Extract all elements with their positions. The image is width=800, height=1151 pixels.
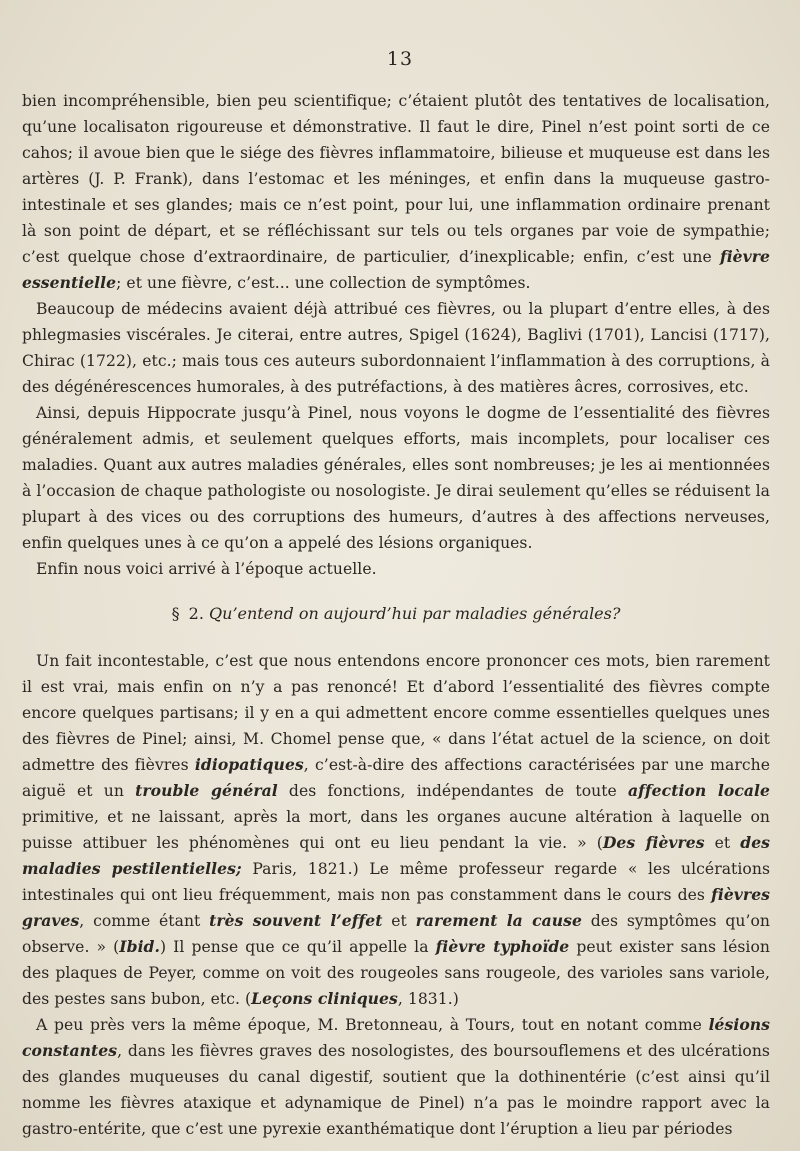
body-text: Un fait incontestable, c’est que nous entendons encore prononcer ces mots, bien rarement il est vrai, mais enfin on n’y a pas renoncé! Et d’abord l’essentialité des fièvres compte encore quelques partisans; il y en a qui admettent encore comme essentielles quelques unes des fièvres de Pinel; ainsi, M. Chomel pense que, « dans l’état actuel de la science, on doit admettre des fièvres (22, 652, 770, 774)
body-text: ) Il pense que ce qu’il appelle la (160, 938, 436, 956)
body-text: Ainsi, depuis Hippocrate jusqu’à Pinel, nous voyons le dogme de l’essentialité des fièvres généralement admis, et seulement quelques efforts, mais incomplets, pour localiser ces maladies. Quant aux autres maladies générales, elles sont nombreuses; je les ai mentionnées à l’occasion de chaque pathologiste ou nosologiste. Je dirai seulement qu’elles se réduisent la plupart à des vices ou des corruptions des humeurs, d’autres à des affections nerveuses, enfin quelques unes à ce qu’on a appelé des lésions organiques. (22, 404, 770, 552)
section-paragraphs (22, 648, 770, 1142)
body-text: et (382, 912, 416, 930)
body-text: bien incompréhensible, bien peu scientifique; c’étaient plutôt des tentatives de localisation, qu’une localisaton rigoureuse et démonstrative. Il faut le dire, Pinel n’est point sorti de ce cahos; il avoue bien que le siége des fièvres inflammatoire, bilieuse et muqueuse est dans les artères (J. P. Frank), dans l’estomac et les méninges, et enfin dans la muqueuse gastro-intestinale et ses glandes; mais ce n’est point, pour lui, une inflammation ordinaire prenant là son point de départ, et se réfléchissant sur tels ou tels organes par voie de sympathie; c’est quelque chose d’extraordinaire, de particulier, d’inexplicable; enfin, c’est une (22, 92, 770, 266)
section-number: 2. (188, 604, 204, 623)
emphasis-text: Ibid. (119, 937, 160, 956)
body-text: , 1831.) (397, 990, 459, 1008)
emphasis-text: Leçons cliniques (251, 989, 398, 1008)
emphasis-text: des maladies pestilentielles; (22, 833, 771, 878)
body-text: primitive, et ne laissant, après la mort, dans les organes aucune altération à laquelle on puisse attibuer les phénomènes qui ont eu lieu pendant la vie. » ( (22, 808, 770, 852)
section-heading: Qu’entend on aujourd’hui par maladies générales? (209, 604, 621, 623)
body-text: Enfin nous voici arrivé à l’époque actuelle. (36, 560, 377, 578)
section-sign: § (171, 604, 180, 623)
emphasis-text: fièvre typhoïde (435, 937, 570, 956)
body-text: ; et une fièvre, c’est... une collection de symptômes. (116, 274, 531, 292)
emphasis-text: affection locale (628, 781, 770, 800)
body-text: des symptômes qu’on observe. » ( (22, 912, 771, 956)
emphasis-text: fièvre essentielle (22, 247, 770, 292)
paragraph (22, 1012, 770, 1142)
emphasis-text: rarement la cause (415, 911, 582, 930)
emphasis-text: fièvres graves (22, 885, 770, 930)
emphasis-text: lésions constantes (22, 1015, 770, 1060)
body-text: peut exister sans lésion des plaques de Peyer, comme on voit des rougeoles sans rougeole, des varioles sans variole, des pestes sans bubon, etc. ( (22, 938, 770, 1008)
emphasis-text: idiopatiques (194, 755, 304, 774)
body-text: Paris, 1821.) Le même professeur regarde « les ulcérations intestinales qui ont lieu fréquemment, mais non pas constamment dans le cours des (22, 860, 770, 904)
body-text: Beaucoup de médecins avaient déjà attribué ces fièvres, ou la plupart d’entre elles, à des phlegmasies viscérales. Je citerai, entre autres, Spigel (1624), Baglivi (1701), Lancisi (1717), Chirac (1722), etc.; mais tous ces auteurs subordonnaient l’inflammation à des corruptions, à des dégénérescences humorales, à des putréfactions, à des matières âcres, corrosives, etc. (22, 300, 770, 396)
text-body (22, 88, 770, 1142)
body-text: , dans les fièvres graves des nosologistes, des boursouflemens et des ulcérations des glandes muqueuses du canal digestif, soutient que la dothinentérie (c’est ainsi qu’il nomme les fièvres ataxique et adynamique de Pinel) n’a pas le moindre rapport avec la gastro-entérite, que c’est une pyrexie exanthématique dont l’éruption a lieu par périodes (22, 1042, 770, 1138)
emphasis-text: trouble général (135, 781, 278, 800)
paragraph (22, 400, 770, 556)
body-text: et (704, 834, 741, 852)
body-text: A peu près vers la même époque, M. Bretonneau, à Tours, tout en notant comme (36, 1016, 709, 1034)
body-text: , comme étant (79, 912, 210, 930)
paragraph (22, 648, 770, 1012)
emphasis-text: Des fièvres (602, 833, 705, 852)
paragraph (22, 296, 770, 400)
intro-paragraphs (22, 88, 770, 582)
paragraph (22, 88, 770, 296)
emphasis-text: très souvent l’effet (209, 911, 383, 930)
body-text: des fonctions, indépendantes de toute (277, 782, 629, 800)
body-text: , c’est-à-dire des affections caractérisées par une marche aiguë et un (22, 756, 771, 800)
page-number: 13 (386, 48, 414, 70)
paragraph (22, 556, 770, 582)
section-title (22, 602, 770, 626)
